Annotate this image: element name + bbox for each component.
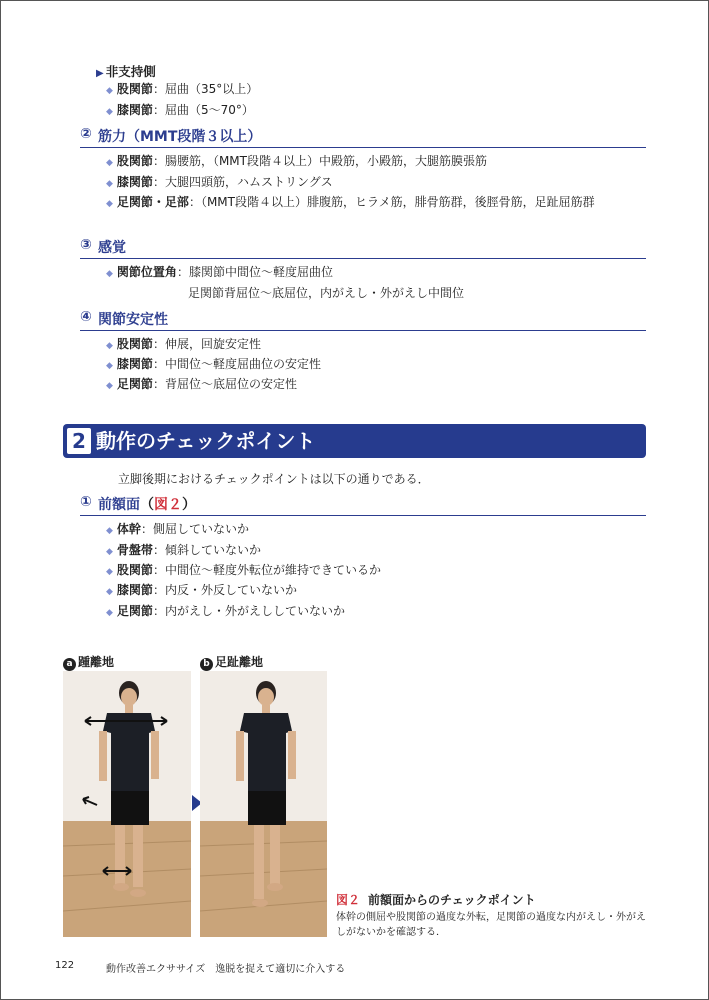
diamond-bullet-icon: ◆ <box>106 179 113 189</box>
photo-b-label-text: 足趾離地 <box>215 655 264 669</box>
item-key: 股関節 <box>116 563 153 577</box>
label-badge: b <box>200 658 213 671</box>
diamond-bullet-icon: ◆ <box>106 608 113 618</box>
figure-reference[interactable]: 図２ <box>154 497 182 513</box>
chapter-number: 2 <box>67 428 91 454</box>
item-text: ：側屈していないか <box>140 522 249 536</box>
item-text: ：大腿四頭筋，ハムストリングス <box>152 175 333 189</box>
chapter-banner <box>63 424 646 458</box>
section-title-text: 前額面 <box>98 497 140 513</box>
photo-b-label <box>200 653 263 671</box>
diamond-bullet-icon: ◆ <box>106 567 113 577</box>
diamond-bullet-icon: ◆ <box>106 361 113 371</box>
item-key: 膝関節 <box>116 175 153 189</box>
item-key: 足関節 <box>116 377 153 391</box>
item-text: ：伸展，回旋安定性 <box>152 337 261 351</box>
list-item <box>106 521 249 539</box>
item-key: 股関節 <box>116 337 153 351</box>
list-item <box>106 102 254 120</box>
section-number: ③ <box>80 237 92 253</box>
diamond-bullet-icon: ◆ <box>106 158 113 168</box>
running-footer-title: 動作改善エクササイズ 逸脱を捉えて適切に介入する <box>106 964 346 975</box>
section-heading-sensation <box>80 237 646 259</box>
item-key: 膝関節 <box>116 357 153 371</box>
item-text: ：内がえし・外がえししていないか <box>152 604 345 618</box>
section-number: ① <box>80 494 92 510</box>
photo-a-label-text: 踵離地 <box>78 655 115 669</box>
item-key: 体幹 <box>116 522 141 536</box>
non-support-heading-text: 非支持側 <box>105 64 156 79</box>
item-key: 膝関節 <box>116 583 153 597</box>
list-item <box>106 376 297 394</box>
non-support-heading <box>96 62 156 80</box>
section-heading-frontal <box>80 494 646 516</box>
figure-number: 図２ <box>336 893 361 907</box>
item-key: 膝関節 <box>116 103 153 117</box>
item-text: ：中間位～軽度外転位が維持できているか <box>152 563 381 577</box>
triangle-right-icon: ▶ <box>96 68 104 79</box>
list-item <box>106 542 261 560</box>
figure-caption-text: 前額面からのチェックポイント <box>368 893 536 907</box>
list-item <box>106 174 333 192</box>
photo-heel-off <box>63 671 191 937</box>
item-text: ：背屈位～底屈位の安定性 <box>152 377 297 391</box>
item-text: ：傾斜していないか <box>152 543 261 557</box>
intro-text: 立脚後期におけるチェックポイントは以下の通りである． <box>118 472 430 486</box>
item-key: 股関節 <box>116 82 153 96</box>
diamond-bullet-icon: ◆ <box>106 269 113 279</box>
item-key: 足関節 <box>116 604 153 618</box>
diamond-bullet-icon: ◆ <box>106 547 113 557</box>
section-title: 感覚 <box>98 240 126 256</box>
ref-paren-open: （ <box>140 497 154 513</box>
item-text: 足関節背屈位～底屈位，内がえし・外がえし中間位 <box>188 286 465 300</box>
diamond-bullet-icon: ◆ <box>106 341 113 351</box>
item-key: 足関節・足部 <box>116 195 189 209</box>
photo-toe-off <box>200 671 327 937</box>
section-heading-strength <box>80 126 646 148</box>
item-text: ：膝関節中間位～軽度屈曲位 <box>176 265 333 279</box>
item-key: 関節位置角 <box>116 265 177 279</box>
diamond-bullet-icon: ◆ <box>106 107 113 117</box>
diamond-bullet-icon: ◆ <box>106 86 113 96</box>
list-item <box>106 336 261 354</box>
section-number: ④ <box>80 309 92 325</box>
item-text: ：内反・外反していないか <box>152 583 297 597</box>
item-text: ：屈曲（5～70°） <box>152 103 254 117</box>
list-item <box>106 264 333 282</box>
list-item <box>106 153 487 171</box>
list-item <box>106 603 345 621</box>
person-walking-illustration <box>200 671 327 937</box>
list-item <box>106 562 381 580</box>
label-badge: a <box>63 658 76 671</box>
item-text: ：腸腰筋，（MMT段階４以上）中殿筋，小殿筋，大腿筋膜張筋 <box>152 154 487 168</box>
list-item <box>106 582 297 600</box>
page-number: 122 <box>55 960 75 971</box>
diamond-bullet-icon: ◆ <box>106 526 113 536</box>
photo-a-label <box>63 653 114 671</box>
figure-description: 体幹の側屈や股関節の過度な外転，足関節の過度な内がえし・外がえしがないかを確認する． <box>336 912 646 938</box>
section-title <box>98 494 196 514</box>
section-heading-stability <box>80 309 646 331</box>
ref-paren-close: ） <box>182 497 196 513</box>
item-key: 股関節 <box>116 154 153 168</box>
section-number: ② <box>80 126 92 142</box>
list-item <box>106 356 321 374</box>
person-walking-illustration <box>63 671 191 937</box>
item-key: 骨盤帯 <box>116 543 153 557</box>
chapter-title: 動作のチェックポイント <box>96 429 316 453</box>
section-title: 筋力（MMT段階３以上） <box>98 129 262 145</box>
list-item-continuation <box>188 285 464 301</box>
section-title: 関節安定性 <box>98 312 168 328</box>
diamond-bullet-icon: ◆ <box>106 381 113 391</box>
figure-caption <box>336 891 536 908</box>
item-text: ：（MMT段階４以上）腓腹筋，ヒラメ筋，腓骨筋群，後脛骨筋，足趾屈筋群 <box>188 195 595 209</box>
item-text: ：屈曲（35°以上） <box>152 82 259 96</box>
diamond-bullet-icon: ◆ <box>106 199 113 209</box>
list-item <box>106 81 258 99</box>
list-item <box>106 194 595 212</box>
diamond-bullet-icon: ◆ <box>106 587 113 597</box>
item-text: ：中間位～軽度屈曲位の安定性 <box>152 357 321 371</box>
